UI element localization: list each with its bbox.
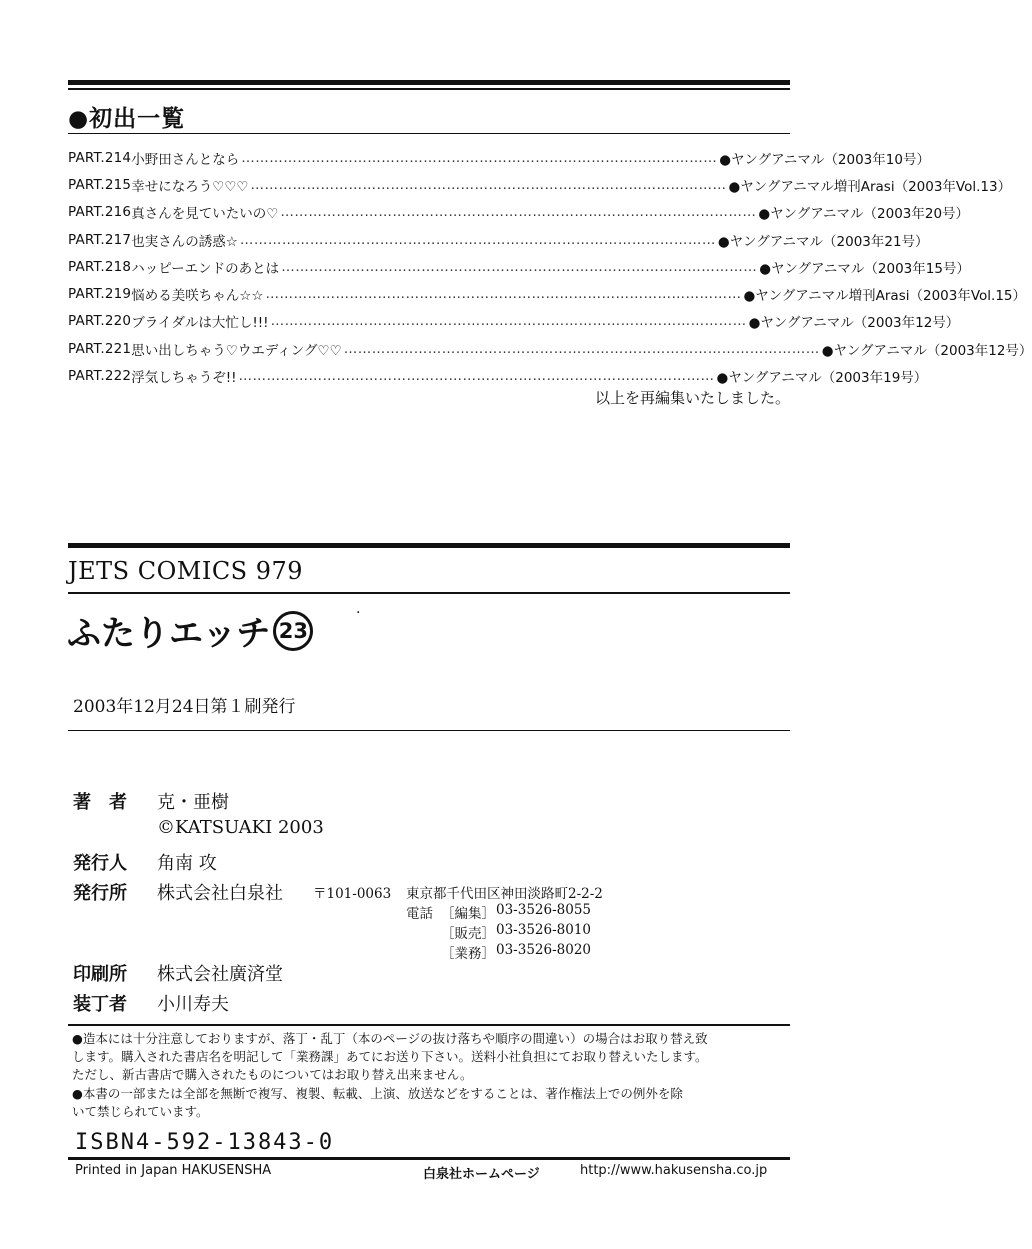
list-item	[68, 144, 930, 171]
disclaimer-line: ●造本には十分注意しておりますが、落丁・乱丁（本のページの抜け落ちや順序の間違い）の場合はお取り替え致	[72, 1031, 708, 1046]
list-item	[68, 171, 1012, 198]
top-rule-thin	[68, 88, 790, 90]
disclaimer-line: ●本書の一部または全部を無断で複写、複製、転載、上演、放送などをすることは、著作権法上での例外を除	[72, 1085, 683, 1101]
episode-source: ●ヤングアニマル（2003年20号）	[758, 206, 970, 223]
list-item	[68, 199, 970, 226]
list-item	[68, 308, 960, 335]
postal-code: 〒101-0063	[313, 886, 392, 902]
series-rule	[68, 592, 790, 594]
leader-dots: …………………………………………………………………………………………	[265, 286, 742, 303]
phone-number: 03-3526-8010	[496, 922, 592, 938]
book-title-text: ふたりエッチ	[67, 614, 271, 654]
list-item	[68, 362, 928, 389]
part-number: PART.215	[68, 176, 132, 193]
episode-title: ブライダルは大忙し!!!	[131, 315, 269, 332]
disclaimer-rule	[68, 1024, 790, 1026]
homepage-label: 白泉社ホームページ	[423, 1167, 540, 1182]
phone-dept: ［販売］	[441, 926, 495, 942]
episode-source: ●ヤングアニマル（2003年19号）	[716, 370, 928, 387]
address: 東京都千代田区神田淡路町2-2-2	[406, 886, 603, 902]
episode-title: 浮気しちゃうぞ!!	[131, 370, 237, 387]
part-number: PART.218	[68, 258, 132, 275]
list-item	[68, 280, 1027, 307]
episode-source: ●ヤングアニマル増刊Arasi（2003年Vol.15）	[743, 288, 1027, 305]
disclaimer-line: いて禁じられています。	[72, 1103, 209, 1119]
book-title	[67, 606, 313, 655]
leader-dots: …………………………………………………………………………………………	[343, 340, 820, 357]
publication-date: 2003年12月24日第１刷発行	[73, 697, 296, 717]
episode-title: 真さんを見ていたいの♡	[131, 206, 279, 223]
footer-rule	[68, 1157, 790, 1160]
phone-label: 電話	[406, 906, 433, 922]
volume-badge: 23	[273, 611, 313, 651]
episode-title: ハッピーエンドのあとは	[131, 260, 280, 277]
leader-dots: …………………………………………………………………………………………	[250, 176, 727, 193]
episode-title: 幸せになろう♡♡♡	[131, 178, 249, 195]
leader-dots: …………………………………………………………………………………………	[239, 231, 716, 248]
colophon-rule-thick	[68, 543, 790, 548]
list-item	[68, 253, 970, 280]
publisher-name: 角南 攻	[157, 853, 217, 874]
episode-title: 悩める美咲ちゃん☆☆	[131, 288, 264, 305]
leader-dots: …………………………………………………………………………………………	[280, 204, 757, 221]
designer-name: 小川寿夫	[157, 994, 229, 1015]
disclaimer-line: ただし、新古書店で購入されたものについてはお取り替え出来ません。	[72, 1067, 473, 1083]
part-number: PART.221	[68, 340, 132, 357]
printed-in: Printed in Japan HAKUSENSHA	[75, 1163, 272, 1178]
part-number: PART.214	[68, 149, 132, 166]
homepage-url[interactable]: http://www.hakusensha.co.jp	[580, 1163, 768, 1178]
series-name: JETS COMICS 979	[68, 557, 304, 585]
leader-dots: …………………………………………………………………………………………	[281, 258, 758, 275]
leader-dots: …………………………………………………………………………………………	[241, 149, 718, 166]
episode-source: ●ヤングアニマル増刊Arasi（2003年Vol.13）	[728, 178, 1012, 195]
isbn: ISBN4-592-13843-0	[75, 1130, 335, 1155]
phone-number: 03-3526-8020	[496, 942, 592, 958]
part-number: PART.219	[68, 286, 132, 303]
author-label: 著 者	[73, 792, 127, 813]
episode-source: ●ヤングアニマル（2003年10号）	[719, 151, 930, 168]
printer-label: 印刷所	[73, 964, 127, 985]
first-appearance-title: ●初出一覧	[68, 106, 186, 132]
episode-title: 小野田さんとなら	[131, 151, 240, 168]
part-number: PART.217	[68, 231, 132, 248]
date-rule	[68, 730, 790, 731]
phone-number: 03-3526-8055	[496, 902, 592, 918]
decorative-dot: ·	[356, 605, 361, 621]
episode-title: 也実さんの誘惑☆	[131, 233, 238, 250]
first-appearance-list	[68, 144, 1032, 390]
part-number: PART.216	[68, 204, 132, 221]
leader-dots: …………………………………………………………………………………………	[238, 368, 715, 385]
leader-dots: …………………………………………………………………………………………	[270, 313, 747, 330]
top-rule-thick	[68, 80, 790, 85]
disclaimer-line: します。購入された書店名を明記して「業務課」あてにお送り下さい。送料小社負担にてお取り替えいたします。	[72, 1049, 708, 1065]
part-number: PART.222	[68, 368, 132, 385]
episode-source: ●ヤングアニマル（2003年15号）	[759, 260, 970, 277]
author-name: 克・亜樹	[157, 792, 229, 813]
designer-label: 装丁者	[73, 994, 127, 1015]
list-title-rule	[68, 133, 790, 134]
episode-source: ●ヤングアニマル（2003年12号）	[748, 315, 960, 332]
phone-dept: ［編集］	[441, 906, 495, 922]
reedit-note: 以上を再編集いたしました。	[594, 389, 790, 407]
company-name: 株式会社白泉社	[157, 883, 283, 904]
printer-name: 株式会社廣済堂	[157, 964, 283, 985]
disclaimer-text	[72, 1030, 800, 1121]
company-label: 発行所	[73, 883, 127, 904]
publisher-label: 発行人	[73, 853, 127, 874]
list-item	[68, 226, 929, 253]
copyright: ©KATSUAKI 2003	[157, 817, 324, 838]
list-item	[68, 335, 1032, 362]
episode-title: 思い出しちゃう♡ウエディング♡♡	[131, 342, 342, 359]
phone-dept: ［業務］	[441, 946, 495, 962]
part-number: PART.220	[68, 313, 132, 330]
episode-source: ●ヤングアニマル（2003年21号）	[717, 233, 929, 250]
episode-source: ●ヤングアニマル（2003年12号）	[821, 342, 1032, 359]
